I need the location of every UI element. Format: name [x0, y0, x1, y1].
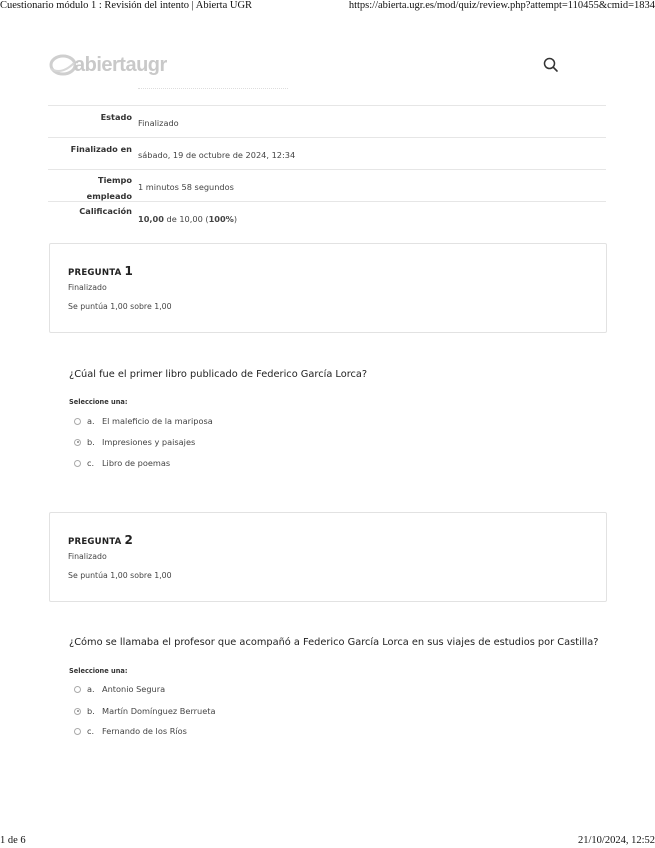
question-number: 1	[124, 264, 133, 278]
question-grade: Se puntúa 1,00 sobre 1,00	[68, 302, 172, 311]
answer-option[interactable]	[74, 683, 165, 695]
summary-label-line: Tiempo	[98, 175, 132, 185]
grade-total: de 10,00 (	[163, 214, 209, 224]
option-text: Martín Domínguez Berrueta	[102, 706, 216, 716]
question-text: ¿Cómo se llamaba el profesor que acompañó a Federico García Lorca en sus viajes de estudios por Castilla?	[69, 637, 599, 648]
answer-option-selected[interactable]	[74, 436, 195, 448]
question-word: PREGUNTA	[68, 537, 122, 547]
question-heading	[68, 260, 133, 279]
radio-button-checked[interactable]	[74, 439, 81, 446]
question-state: Finalizado	[68, 283, 107, 292]
option-letter: a.	[87, 416, 95, 426]
option-text: Antonio Segura	[102, 684, 166, 694]
radio-button[interactable]	[74, 686, 81, 693]
radio-button[interactable]	[74, 460, 81, 467]
option-letter: a.	[87, 684, 95, 694]
question-info-box	[49, 243, 607, 333]
option-text: Fernando de los Ríos	[102, 726, 187, 736]
question-info-box	[49, 512, 607, 602]
answer-option[interactable]	[74, 725, 187, 737]
option-letter: c.	[87, 726, 95, 736]
option-text: Impresiones y paisajes	[102, 437, 196, 447]
option-letter: b.	[87, 437, 95, 447]
print-page-title: Cuestionario módulo 1 : Revisión del intento | Abierta UGR	[0, 0, 253, 11]
answer-option-selected[interactable]	[74, 705, 216, 717]
question-number: 2	[124, 533, 133, 547]
summary-value: Finalizado	[138, 118, 179, 128]
print-datetime: 21/10/2024, 12:52	[577, 835, 655, 846]
summary-row-time	[48, 169, 606, 202]
search-icon	[542, 56, 560, 74]
search-button[interactable]	[542, 56, 560, 74]
summary-value: sábado, 19 de octubre de 2024, 12:34	[138, 150, 296, 160]
summary-label: Calificación	[79, 206, 132, 216]
summary-label: Estado	[100, 112, 132, 122]
radio-button[interactable]	[74, 728, 81, 735]
question-text: ¿Cúal fue el primer libro publicado de Federico García Lorca?	[69, 369, 368, 380]
print-page-url: https://abierta.ugr.es/mod/quiz/review.php?attempt=110455&cmid=1834	[348, 0, 655, 11]
grade-score: 10,00	[138, 214, 164, 224]
summary-label	[46, 172, 132, 204]
print-footer	[0, 834, 655, 848]
summary-row-finished	[48, 137, 606, 170]
logo-swirl-icon	[48, 53, 76, 77]
answer-option[interactable]	[74, 457, 170, 469]
summary-label-line: empleado	[86, 191, 132, 201]
option-letter: b.	[87, 706, 95, 716]
option-text: Libro de poemas	[102, 458, 171, 468]
option-text: El maleficio de la mariposa	[102, 416, 213, 426]
radio-button-checked[interactable]	[74, 708, 81, 715]
summary-value	[138, 214, 237, 224]
radio-button[interactable]	[74, 418, 81, 425]
question-word: PREGUNTA	[68, 268, 122, 278]
summary-label: Finalizado en	[70, 144, 132, 154]
page-counter: 1 de 6	[0, 835, 26, 846]
answer-option[interactable]	[74, 415, 213, 427]
summary-row-grade	[48, 201, 606, 234]
summary-value: 1 minutos 58 segundos	[138, 182, 234, 192]
select-one-prompt: Seleccione una:	[69, 667, 128, 675]
grade-close: )	[233, 214, 238, 224]
grade-percent: 100%	[208, 214, 234, 224]
clipped-row-remnant	[138, 88, 288, 92]
question-heading	[68, 529, 133, 548]
select-one-prompt: Seleccione una:	[69, 398, 128, 406]
logo-text: abiertaugr	[74, 53, 167, 76]
print-header	[0, 0, 655, 14]
site-logo[interactable]	[48, 52, 170, 78]
question-grade: Se puntúa 1,00 sobre 1,00	[68, 571, 172, 580]
question-state: Finalizado	[68, 552, 107, 561]
summary-row-state	[48, 105, 606, 138]
option-letter: c.	[87, 458, 95, 468]
